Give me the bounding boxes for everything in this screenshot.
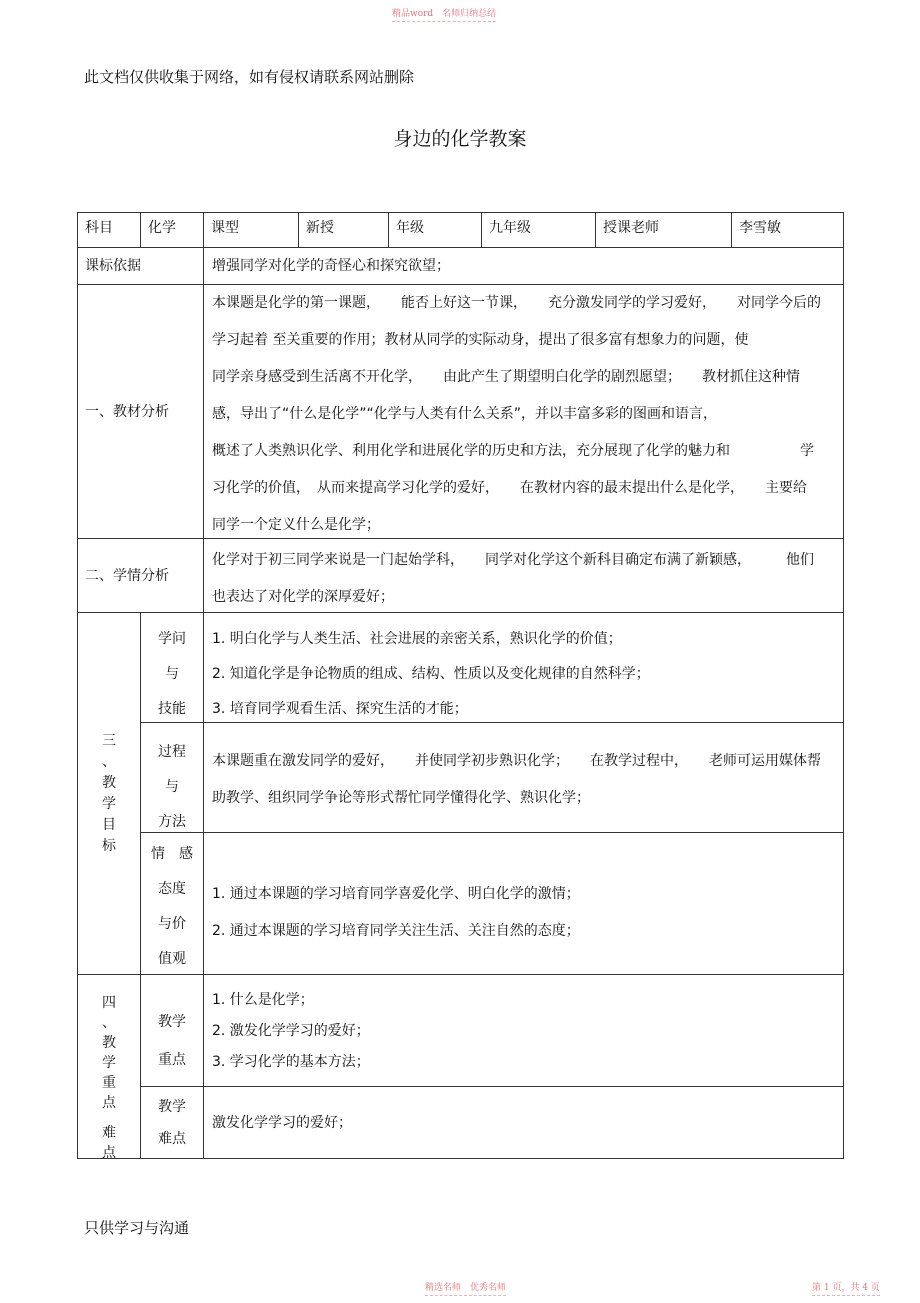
footer-note: 只供学习与沟通 (84, 1219, 190, 1237)
basis-label: 课标依据 (77, 247, 204, 285)
text-line: 3. 学习化学的基本方法； (212, 1054, 370, 1070)
cell-type: 新授 (298, 212, 389, 248)
text-line: 感，导出了“什么是化学”“化学与人类有什么关系”，并以丰富多彩的图画和语言， (212, 406, 718, 422)
text-line: 本课题重在激发同学的爱好， 并使同学初步熟识化学； 在教学过程中， 老师可运用媒体帮 (212, 753, 821, 769)
goals-process-label (140, 722, 204, 833)
text-line: 点 (102, 1145, 116, 1161)
students-label: 二、学情分析 (77, 538, 204, 613)
text-line: 情 感 (151, 846, 193, 862)
text-line: 态度 (158, 881, 186, 897)
text-line: 值观 (158, 951, 186, 967)
text-line: 也表达了对化学的深厚爱好； (212, 589, 394, 605)
text-line: 重点 (158, 1052, 186, 1068)
cell-subject: 化学 (140, 212, 204, 248)
text-line: 重 (102, 1075, 116, 1091)
text-line: 三 (102, 733, 116, 749)
text-line: 、 (102, 754, 116, 770)
text-line: 1. 什么是化学； (212, 992, 314, 1008)
text-line: 与价 (158, 916, 186, 932)
text-line: 化学对于初三同学来说是一门起始学科， 同学对化学这个新科目确定布满了新颖感， 他们 (212, 552, 814, 568)
keypoints-focus-label (140, 974, 204, 1087)
text-line: 3. 培育同学观看生活、探究生活的才能； (212, 701, 468, 717)
text-line: 目 (102, 817, 116, 833)
page-title: 身边的化学教案 (393, 128, 527, 150)
students-text (203, 538, 844, 613)
text-line: 学问 (158, 631, 186, 647)
page-number: 第 1 页，共 4 页 (812, 1280, 880, 1296)
text-line: 概述了人类熟识化学、利用化学和进展化学的历史和方法，充分展现了化学的魅力和 学 (212, 443, 814, 459)
cell-type-label: 课型 (203, 212, 299, 248)
text-line: 1. 明白化学与人类生活、社会进展的亲密关系，熟识化学的价值； (212, 631, 622, 647)
goals-attitude-text (203, 832, 844, 975)
text-line: 过程 (158, 744, 186, 760)
text-line: 与 (165, 666, 179, 682)
cell-teacher-label: 授课老师 (595, 212, 732, 248)
text-line: 1. 通过本课题的学习培育同学喜爱化学、明白化学的激情； (212, 886, 580, 902)
text-line: 教 (102, 775, 116, 791)
material-label: 一、教材分析 (77, 284, 204, 539)
text-line: 与 (165, 779, 179, 795)
text-line: 四 (102, 995, 116, 1011)
text-line: 同学亲身感受到生活离不开化学， 由此产生了期望明白化学的剧烈愿望； 教材抓住这种情 (212, 369, 800, 385)
keypoints-difficulty-label (140, 1086, 204, 1159)
keypoints-focus-text (203, 974, 844, 1087)
basis-text: 增强同学对化学的奇怪心和探究欲望； (203, 247, 844, 285)
text-line: 教学 (158, 1014, 186, 1030)
keypoints-label (77, 974, 141, 1159)
text-line: 同学一个定义什么是化学； (212, 517, 380, 533)
goals-process-text (203, 722, 844, 833)
text-line: 助教学、组织同学争论等形式帮忙同学懂得化学、熟识化学； (212, 790, 590, 806)
text-line: 难 (102, 1125, 116, 1141)
text-line: 2. 激发化学学习的爱好； (212, 1023, 370, 1039)
goals-attitude-label (140, 832, 204, 975)
cell-grade-label: 年级 (388, 212, 482, 248)
text-line: 2. 通过本课题的学习培育同学关注生活、关注自然的态度； (212, 923, 580, 939)
text-line: 本课题是化学的第一课题， 能否上好这一节课， 充分激发同学的学习爱好， 对同学今后的 (212, 295, 821, 311)
text-line: 标 (102, 838, 116, 854)
text-line: 学 (102, 1055, 116, 1071)
text-line: 2. 知道化学是争论物质的组成、结构、性质以及变化规律的自然科学； (212, 666, 650, 682)
text-line: 学习起着 至关重要的作用；教材从同学的实际动身，提出了很多富有想象力的问题，使 (212, 332, 749, 348)
text-line: 教学 (158, 1099, 186, 1115)
goals-knowledge-label (140, 612, 204, 723)
text-line: 方法 (158, 814, 186, 830)
text-line: 技能 (158, 701, 186, 717)
text-line: 习化学的价值， 从而来提高学习化学的爱好， 在教材内容的最末提出什么是化学， 主要给 (212, 480, 807, 496)
footer-left-watermark: 精选名师 优秀名师 (425, 1280, 506, 1296)
header-watermark: 精品word 名师归纳总结 (392, 6, 496, 22)
text-line: 点 (102, 1095, 116, 1111)
text-line: 、 (102, 1015, 116, 1031)
goals-label (77, 612, 141, 975)
cell-subject-label: 科目 (77, 212, 141, 248)
keypoints-difficulty-text: 激发化学学习的爱好； (203, 1086, 844, 1159)
notice: 此文档仅供收集于网络，如有侵权请联系网站删除 (84, 68, 415, 86)
text-line: 学 (102, 796, 116, 812)
goals-knowledge-text (203, 612, 844, 723)
text-line: 教 (102, 1035, 116, 1051)
cell-teacher: 李雪敏 (731, 212, 844, 248)
material-text (203, 284, 844, 539)
text-line: 难点 (158, 1131, 186, 1147)
cell-grade: 九年级 (481, 212, 596, 248)
